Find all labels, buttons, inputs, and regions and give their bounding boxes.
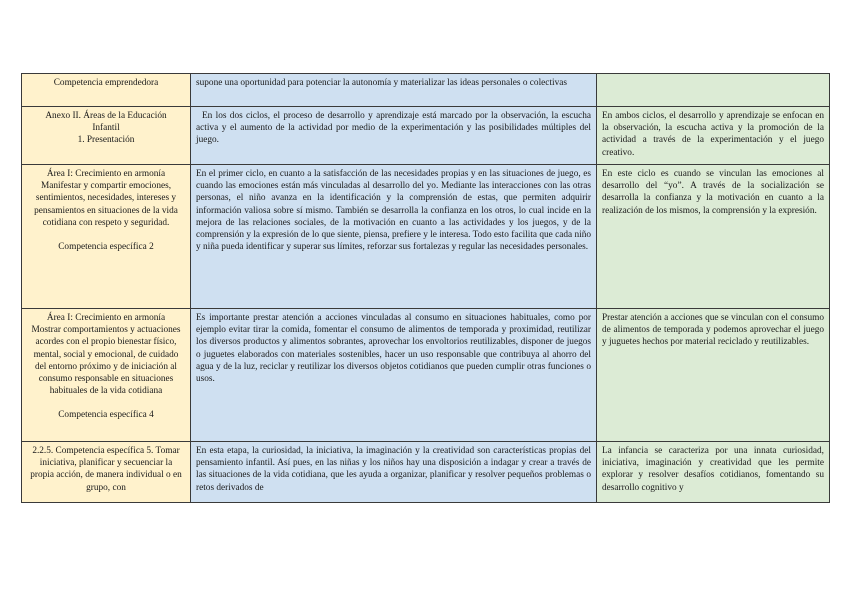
competencia-label: Competencia específica 4 xyxy=(58,410,154,421)
heading-line: Infantil xyxy=(92,123,120,134)
curriculum-text-cell: En el primer ciclo, en cuanto a la satisfacción de las necesidades propias y en las situaciones de juego, es cuando las emociones están más vinculadas al desarrollo del yo. Mediante las interacciones con las otras personas, el niño avanza en la identificación y la comprensión de estas, que permiten adquirir información valiosa sobre sí mismo. También se desarrolla la confianza en los otros, lo cual incide en la mejora de las relaciones sociales, de la motivación en cuanto a las actividades y los juegos, y de la comprensión y la expresión de lo que siente, piensa, prefiere y le interesa. Todo esto facilita que cada niño y niña pueda identificar y superar sus límites, reforzar sus fortalezas y regular las necesidades personales. xyxy=(191,165,597,309)
curriculum-text-cell: Es importante prestar atención a acciones vinculadas al consumo en situaciones habituales, como por ejemplo evitar tirar la comida, fomentar el consumo de alimentos de temporada y proximidad, reutilizar los diversos productos y alimentos sobrantes, aprovechar los envoltorios reutilizables, disponer de juegos o juguetes elaborados con materiales sostenibles, hacer un uso responsable que contribuya al ahorro del agua y de la luz, reciclar y reutilizar los diversos objetos cotidianos que pueden cumplir otras funciones o usos. xyxy=(191,309,597,442)
summary-text-cell: La infancia se caracteriza por una innata curiosidad, iniciativa, imaginación y creatividad que les permite explorar y resolver desafíos cotidianos, fomentando su desarrollo cognitivo y xyxy=(597,442,830,503)
row-heading-cell xyxy=(22,165,191,309)
row-heading-cell xyxy=(22,107,191,165)
table-row xyxy=(22,165,830,309)
heading-line: Anexo II. Áreas de la Educación xyxy=(45,111,167,121)
heading-line: 2.2.5. Competencia específica 5. Tomar iniciativa, planificar y secuenciar la propia acción, de manera individual o en grupo, con xyxy=(30,446,182,493)
table-row xyxy=(22,442,830,503)
heading-line: Manifestar y compartir emociones, sentimientos, necesidades, intereses y pensamientos en situaciones de la vida cotidiana con respeto y seguridad. xyxy=(34,181,178,228)
curriculum-text-cell: supone una oportunidad para potenciar la autonomía y materializar las ideas personales o colectivas xyxy=(191,74,597,107)
comparison-table xyxy=(21,73,830,503)
table-row xyxy=(22,74,830,107)
curriculum-text-cell: En esta etapa, la curiosidad, la iniciativa, la imaginación y la creatividad son características propias del pensamiento infantil. Así pues, en las niñas y los niños hay una disposición a indagar y crear a través de las situaciones de la vida cotidiana, que les ayuda a organizar, planificar y resolver pequeños problemas o retos derivados de xyxy=(191,442,597,503)
curriculum-text-cell: En los dos ciclos, el proceso de desarrollo y aprendizaje está marcado por la observación, la escucha activa y el aumento de la actividad por medio de la experimentación y las posibilidades múltiples del juego. xyxy=(191,107,597,165)
heading-line: 1. Presentación xyxy=(77,135,135,146)
table-row xyxy=(22,309,830,442)
heading-line: Mostrar comportamientos y actuaciones acordes con el propio bienestar físico, mental, social y emocional, de cuidado del entorno próximo y de iniciación al consumo responsable en situaciones habituales de la vida cotidiana xyxy=(31,325,181,397)
summary-text-cell: Prestar atención a acciones que se vinculan con el consumo de alimentos de temporada y podemos aprovechar el juego y juguetes hechos por material reciclado y reutilizables. xyxy=(597,309,830,442)
heading-line: Competencia emprendedora xyxy=(53,78,159,88)
row-heading-cell xyxy=(22,309,191,442)
summary-text-cell xyxy=(597,74,830,107)
heading-line: Área I: Crecimiento en armonía xyxy=(46,313,166,323)
row-heading-cell xyxy=(22,442,191,503)
summary-text-cell: En ambos ciclos, el desarrollo y aprendizaje se enfocan en la observación, la escucha activa y la promoción de la actividad a través de la experimentación y el juego creativo. xyxy=(597,107,830,165)
table-row xyxy=(22,107,830,165)
summary-text-cell: En este ciclo es cuando se vinculan las emociones al desarrollo del “yo”. A través de la socialización se desarrolla la confianza y la motivación en cuanto a la realización de los mismos, la comprensión y la expresión. xyxy=(597,165,830,309)
heading-line: Área I: Crecimiento en armonía xyxy=(46,169,166,179)
competencia-label: Competencia específica 2 xyxy=(58,242,154,253)
row-heading-cell xyxy=(22,74,191,107)
